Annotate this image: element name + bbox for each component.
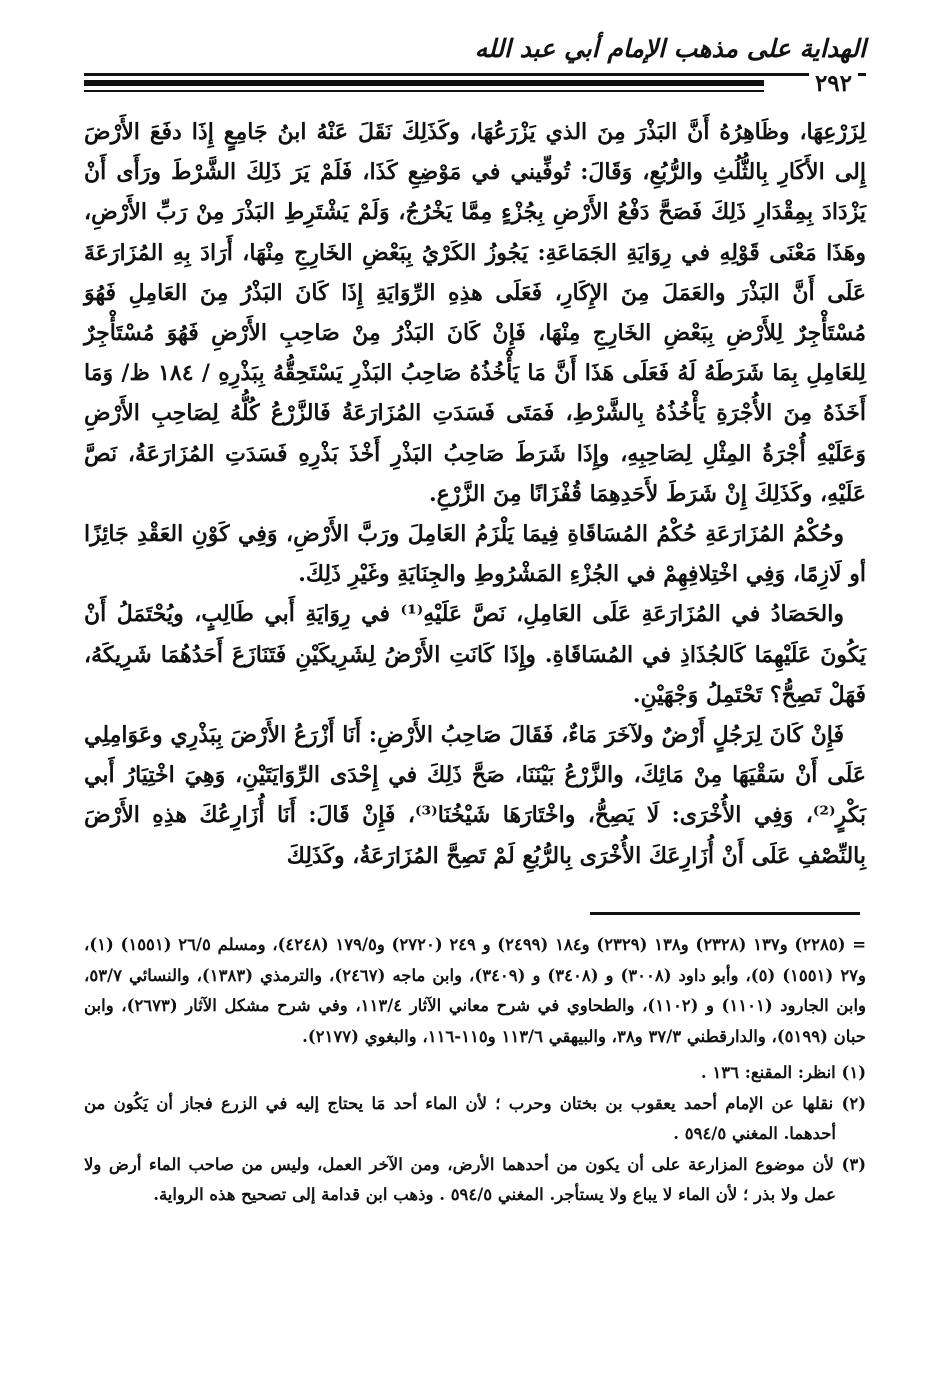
header-rule-thin bbox=[84, 90, 764, 92]
footnote-3: (٣) لأن موضوع المزارعة على أن يكون من أحدهما الأرض، ومن الآخر العمل، وليس من صاحب الماء أرض ولا عمل ولا بذر ؛ لأن الماء لا يباع ولا يستأجر. المغني ٥٩٤/٥ . وذهب ابن قدامة إلى تصحيح هذه الرواية. bbox=[84, 1154, 866, 1204]
page-number: ٢٩٢ bbox=[809, 70, 858, 97]
footnote-2: (٢) نقلها عن الإمام أحمد يعقوب بن بختان وحرب ؛ لأن الماء أحد مَا يحتاج إليه في الزرع فجاز أن يَكُون من أحدهما. المغني ٥٩٤/٥ . bbox=[84, 1093, 866, 1143]
footnote-1: (١) انظر: المقنع: ١٣٦ . bbox=[700, 1063, 866, 1082]
header-rule-top bbox=[84, 73, 866, 76]
main-text bbox=[84, 112, 866, 876]
paragraph: فَإِنْ كَانَ لِرَجُلٍ أَرْضٌ ولآخَرَ مَاءٌ، فَقَالَ صَاحِبُ الأَرْضِ: أَنَا أَزْرَعُ الأَرْضَ بِبَذْرِي وعَوَامِلِي عَلَى أَنْ سَقْيَهَا مِنْ مَائِكَ، والزَّرْعُ بَيْنَنَا، صَحَّ ذَلِكَ في إِحْدَى الرِّوَايَتَيْنِ، وَهِيَ اخْتِيَارُ أَبي بَكْرٍ⁽²⁾، وَفِي الأُخْرَى: لَا يَصِحُّ، واخْتَارَهَا شَيْخُنَا⁽³⁾، فَإِنْ قَالَ: أَنَا أُزَارِعُكَ هذِهِ الأَرْضَ بِالنِّصْفِ عَلَى أَنْ أُزَارِعَكَ الأُخْرَى بِالرُّبُعِ لَمْ تَصِحَّ المُزَارَعَةُ، وكَذَلِكَ bbox=[84, 722, 866, 869]
page-header bbox=[84, 30, 866, 70]
footnote-separator bbox=[590, 912, 860, 915]
paragraph: وحُكْمُ المُزَارَعَةِ حُكْمُ المُسَاقَاةِ فِيمَا يَلْزَمُ العَامِلَ ورَبَّ الأَرْضِ، وَفِي كَوْنِ العَقْدِ جَائِزًا أو لَازِمًا، وَفِي اخْتِلافِهِمْ في الجُزْءِ المَشْرُوطِ والجِنَايَةِ وغَيْرِ ذَلِكَ. bbox=[84, 521, 866, 588]
footnotes bbox=[84, 930, 866, 1211]
paragraph: لِزَرْعِهَا، وظَاهِرُهُ أَنَّ البَذْرَ مِنَ الذي يَزْرَعُهَا، وكَذَلِكَ نَقَلَ عَنْهُ ابنُ جَامِعٍ إِذَا دفَعَ الأَرْضَ إِلى الأَكَارِ بِالثُّلُثِ والرُّبُعِ، وَقَالَ: تُوفِّيني في مَوْضِعِ كَذَا، فَلَمْ يَرَ ذَلِكَ الشَّرْطَ ورَأَى أَنْ يَزْدَادَ بِمِقْدَارِ ذَلِكَ فَصَحَّ دَفْعُ الأَرْضِ بِجُزْءٍ مِمَّا يَخْرُجُ، وَلَمْ يَشْتَرِطِ البَذْرَ مِنْ رَبِّ الأَرْضِ، وهَذَا مَعْنَى قَوْلِهِ في رِوَايَةِ الجَمَاعَةِ: يَجُوزُ الكَرْيُ بِبَعْضِ الخَارِجِ مِنْهَا، أَرَادَ بِهِ المُزَارَعَةَ عَلَى أَنَّ البَذْرَ والعَمَلَ مِنَ الإِكَارِ، فَعَلَى هذِهِ الرِّوَايَةِ إِذَا كَانَ البَذْرُ مِنَ العَامِلِ فَهُوَ مُسْتَأْجِرٌ لِلأَرْضِ بِبَعْضِ الخَارِجِ مِنْهَا، فَإِنْ كَانَ البَذْرُ مِنْ صَاحِبِ الأَرْضِ فَهُوَ مُسْتَأْجِرٌ لِلعَامِلِ بِمَا شَرَطَهُ لَهُ فَعَلَى هَذَا أَنَّ مَا يَأْخُذُهُ صَاحِبُ البَذْرِ يَسْتَحِقُّهُ بِبَذْرِهِ / ١٨٤ ظ/ وَمَا أَخَذَهُ مِنَ الأُجْرَةِ يَأْخُذُهُ بِالشَّرْطِ، فَمَتَى فَسَدَتِ المُزَارَعَةُ فَالزَّرْعُ كُلُّهُ لِصَاحِبِ الأَرْضِ وَعَلَيْهِ أُجْرَةُ المِثْلِ لِصَاحِبِهِ، وإِذَا شَرَطَ صَاحِبُ البَذْرِ أَخْذَ بَذْرِهِ فَسَدَتِ المُزَارَعَةُ، نَصَّ عَلَيْهِ، وكَذَلِكَ إِنْ شَرَطَ لأَحَدِهِمَا قُفْزَانًا مِنَ الزَّرْعِ. bbox=[84, 119, 866, 507]
header-rule-thick bbox=[84, 80, 764, 86]
running-title: الهداية على مذهب الإمام أبي عبد الله bbox=[474, 34, 866, 63]
paragraph: والحَصَادُ في المُزَارَعَةِ عَلَى العَامِلِ، نَصَّ عَلَيْهِ⁽¹⁾ في رِوَايَةِ أَبي طَالِبٍ، ويُحْتَمَلُ أَنْ يَكُونَ عَلَيْهِمَا كَالجُذَاذِ في المُسَاقَاةِ. وإِذَا كَانَتِ الأَرْضُ لِشَرِيكَيْنِ فَتَنَازَعَ أَحَدُهُمَا شَرِيكَهُ، فَهَلْ تَصِحُّ؟ تَحْتَمِلُ وَجْهَيْنِ. bbox=[84, 601, 866, 708]
footnote-continuation: = (٢٢٨٥) و١٣٧ (٢٣٢٨) و١٣٨ (٢٣٢٩) و١٨٤ (٢٤٩٩) و ٢٤٩ (٢٧٢٠) و١٧٩/٥ (٤٢٤٨)، ومسلم ٢٦/٥ (١٥٥١) (١)، و٢٧ (١٥٥١) (٥)، وأبو داود (٣٠٠٨) و (٣٤٠٨) و (٣٤٠٩)، وابن ماجه (٢٤٦٧)، والترمذي (١٣٨٣)، والنسائي ٥٣/٧، وابن الجارود (١١٠١) و (١١٠٢)، والطحاوي في شرح معاني الآثار ١١٣/٤، وفي شرح مشكل الآثار (٢٦٧٣)، وابن حبان (٥١٩٩)، والدارقطني ٣٧/٣ و٣٨، والبيهقي ١١٣/٦ و١١٥-١١٦، والبغوي (٢١٧٧). bbox=[84, 935, 867, 1046]
